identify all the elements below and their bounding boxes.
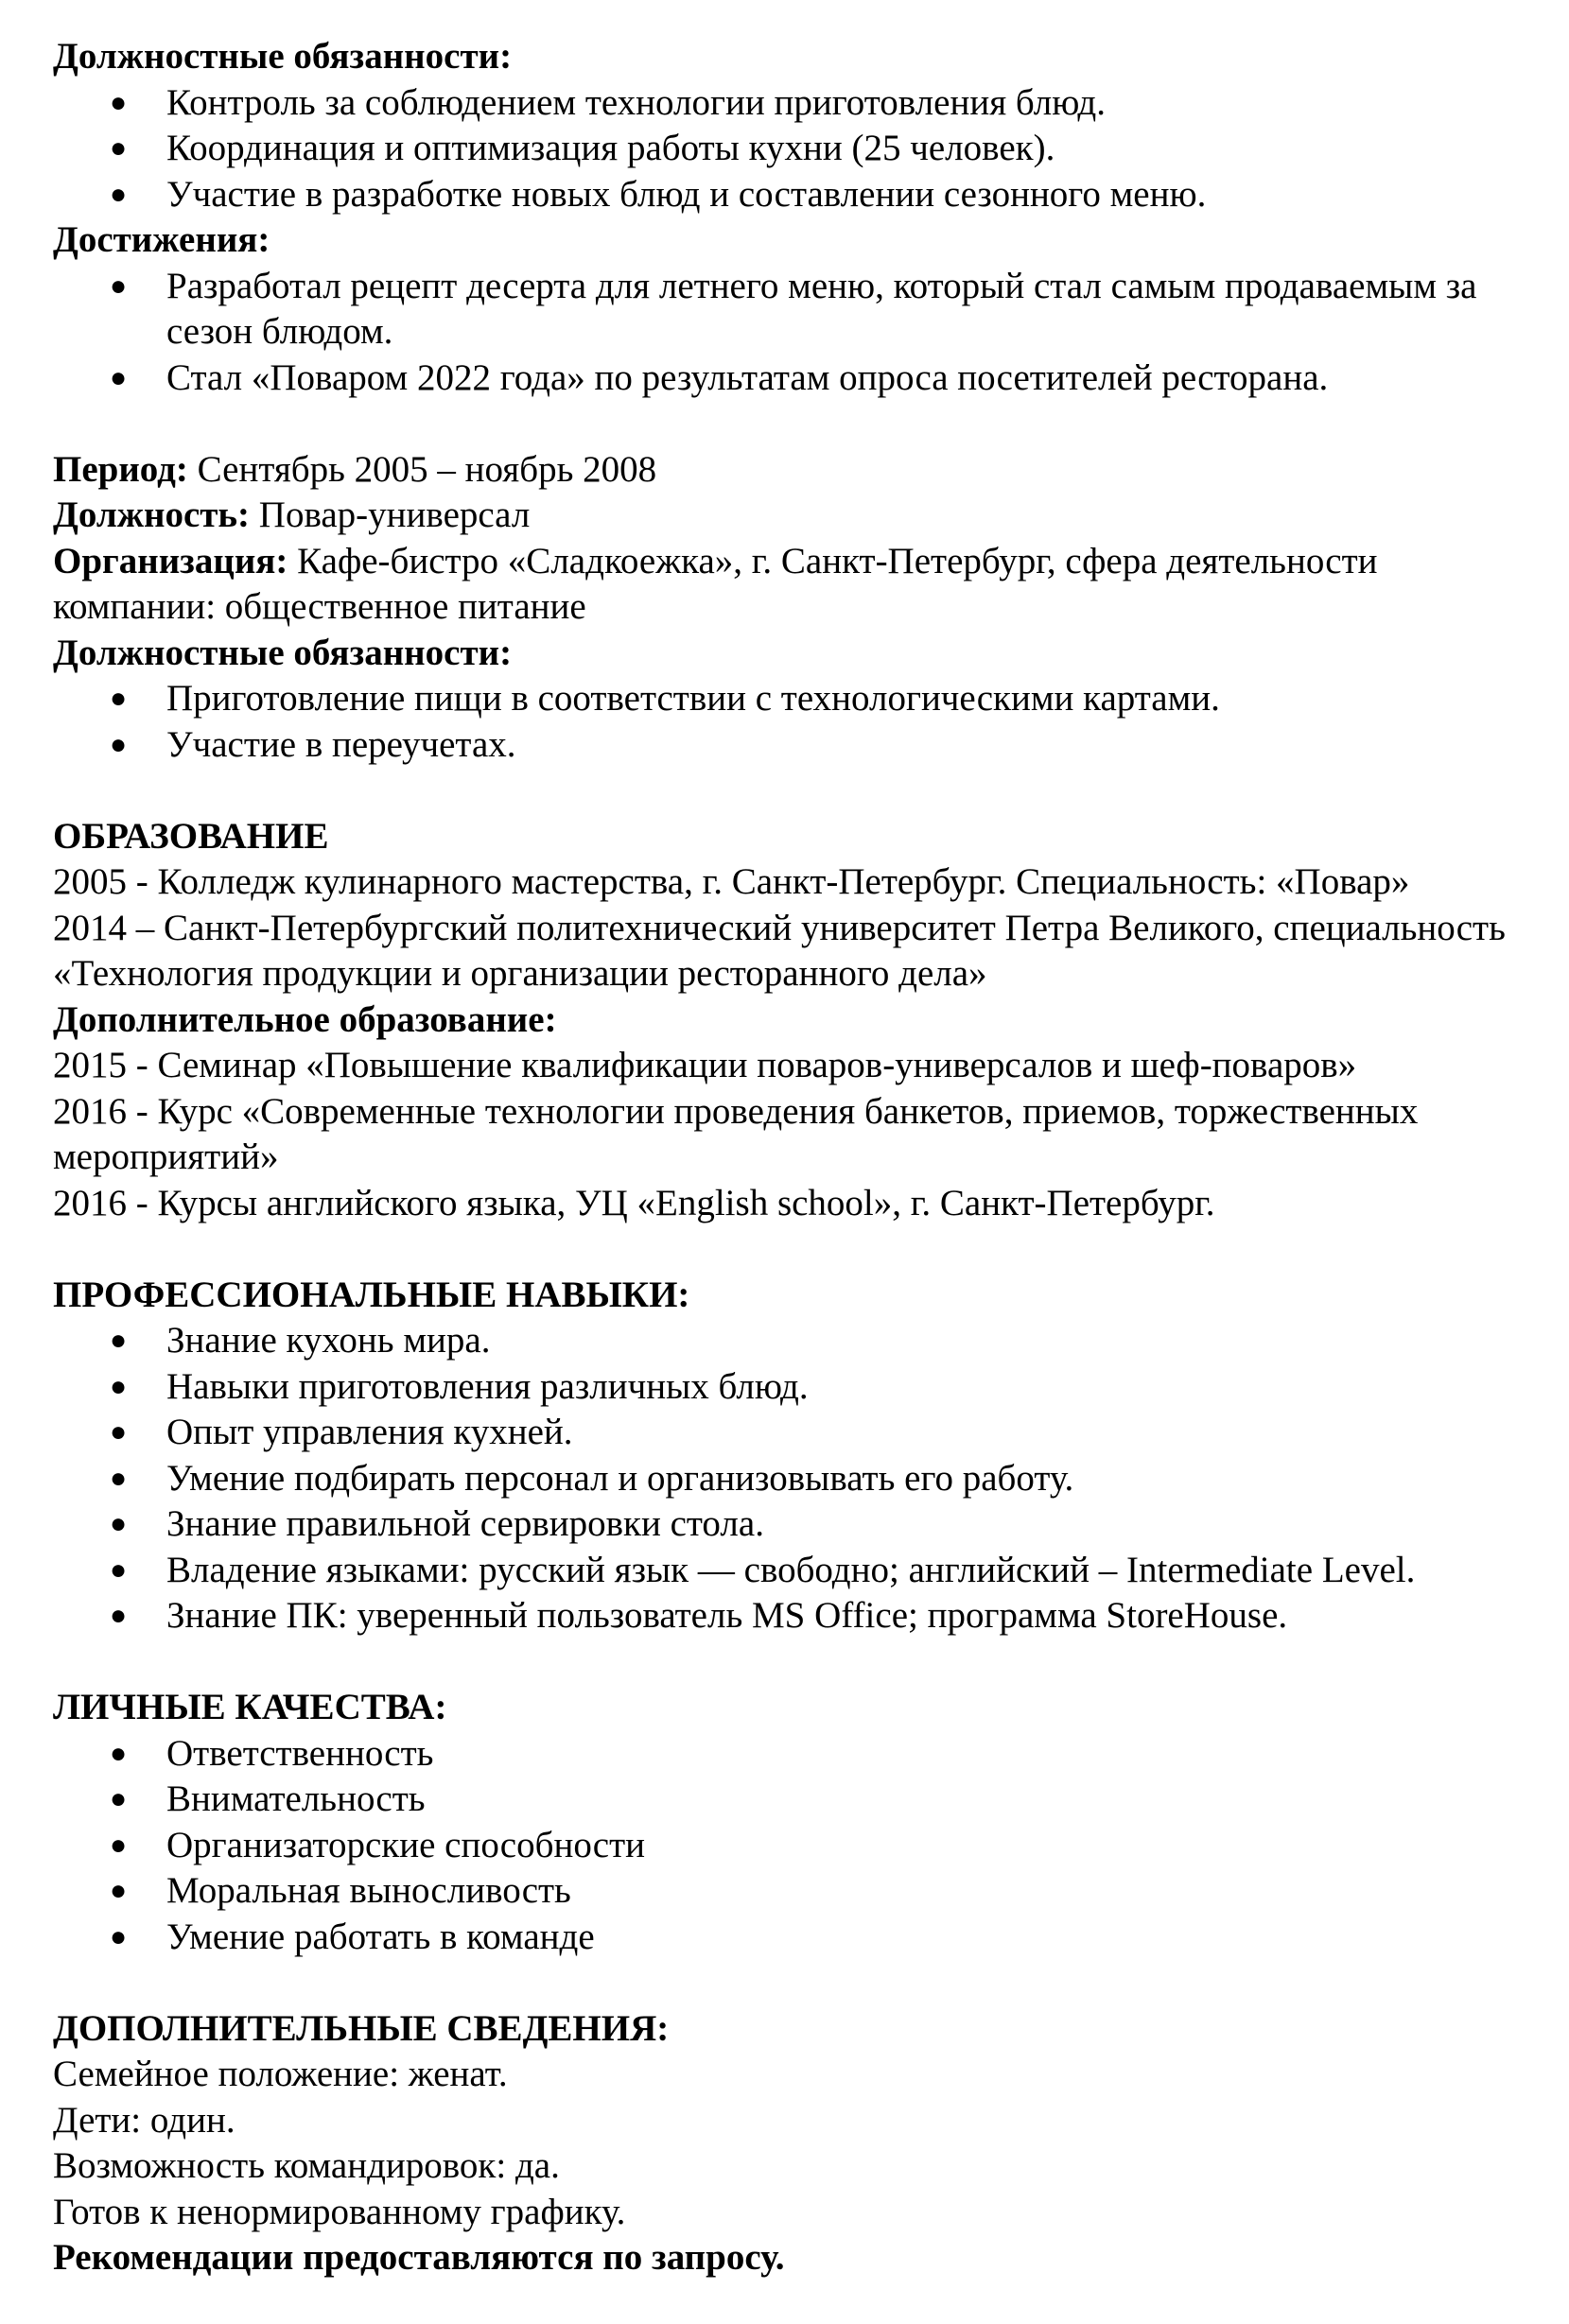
achievements-list — [53, 264, 1547, 402]
extra-education-item: 2016 - Курс «Современные технологии проведения банкетов, приемов, торжественных мероприятий» — [53, 1090, 1419, 1177]
list-item: ● Умение подбирать персонал и организовывать его работу. — [53, 1456, 1547, 1502]
bullet-icon: ● — [110, 1462, 128, 1494]
additional-item: Возможность командировок: да. — [53, 2145, 560, 2186]
bullet-icon: ● — [110, 1829, 128, 1861]
bullet-icon: ● — [110, 1875, 128, 1906]
list-item: ● Участие в разработке новых блюд и составлении сезонного меню. — [53, 172, 1547, 218]
extra-education-item: 2015 - Семинар «Повышение квалификации поваров-универсалов и шеф-поваров» — [53, 1045, 1357, 1085]
additional-item: Дети: один. — [53, 2099, 235, 2141]
list-item: ● Разработал рецепт десерта для летнего меню, который стал самым продаваемым за сезон блюдом. — [110, 265, 1477, 352]
organization-value: Кафе-бистро «Сладкоежка», г. Санкт-Петербург, сфера деятельности компании: общественное питание — [53, 540, 1378, 627]
list-item: ● Контроль за соблюдением технологии приготовления блюд. — [53, 80, 1547, 127]
bullet-icon: ● — [110, 1737, 128, 1769]
list-item: ● Координация и оптимизация работы кухни (25 человек). — [53, 126, 1547, 172]
education-item: 2005 - Колледж кулинарного мастерства, г. Санкт-Петербург. Специальность: «Повар» — [53, 861, 1410, 902]
organization-line — [53, 539, 1547, 631]
duties-heading: Должностные обязанности: — [53, 36, 513, 77]
education-item: 2014 – Санкт-Петербургский политехнический университет Петра Великого, специальность «Технология продукции и организации ресторанного дела» — [53, 907, 1506, 994]
spacer — [53, 1960, 1547, 2006]
bullet-icon: ● — [110, 1600, 128, 1631]
list-item: ● Внимательность — [53, 1777, 1547, 1823]
duties-list — [53, 80, 1547, 218]
qualities-list — [53, 1731, 1547, 1961]
duties-list — [53, 676, 1547, 768]
bullet-icon: ● — [110, 1920, 128, 1952]
resume-page — [53, 34, 1547, 2281]
list-item: ● Умение работать в команде — [53, 1915, 1547, 1961]
list-item: ● Участие в переучетах. — [53, 722, 1547, 769]
bullet-icon: ● — [110, 1370, 128, 1402]
organization-label: Организация: — [53, 540, 288, 581]
position-label: Должность: — [53, 494, 251, 535]
list-item: ● Ответственность — [53, 1731, 1547, 1778]
period-value: Сентябрь 2005 – ноябрь 2008 — [187, 448, 657, 490]
list-item: ● Знание ПК: уверенный пользователь MS Office; программа StoreHouse. — [53, 1593, 1547, 1639]
recommendations-note: Рекомендации предоставляются по запросу. — [53, 2237, 785, 2278]
list-item: ● Знание правильной сервировки стола. — [53, 1501, 1547, 1548]
bullet-icon: ● — [110, 1508, 128, 1539]
bullet-icon: ● — [110, 1553, 128, 1586]
list-item: ● Стал «Поваром 2022 года» по результатам опроса посетителей ресторана. — [53, 356, 1547, 402]
bullet-icon: ● — [110, 1416, 128, 1448]
list-item: ● Опыт управления кухней. — [53, 1410, 1547, 1456]
achievements-heading: Достижения: — [53, 219, 270, 260]
list-item: ● Навыки приготовления различных блюд. — [53, 1364, 1547, 1411]
spacer — [53, 1639, 1547, 1686]
qualities-heading: ЛИЧНЫЕ КАЧЕСТВА: — [53, 1687, 447, 1727]
bullet-icon: ● — [110, 1325, 128, 1356]
skills-heading: ПРОФЕССИОНАЛЬНЫЕ НАВЫКИ: — [53, 1274, 690, 1315]
spacer — [53, 401, 1547, 447]
list-item: ● Владение языками: русский язык — свободно; английский – Intermediate Level. — [53, 1548, 1547, 1594]
bullet-icon: ● — [110, 728, 128, 760]
bullet-icon: ● — [110, 178, 128, 210]
bullet-icon: ● — [110, 361, 128, 393]
list-item: ● Приготовление пищи в соответствии с технологическими картами. — [53, 676, 1547, 722]
position-value: Повар-универсал — [250, 494, 531, 535]
bullet-icon: ● — [110, 1783, 128, 1814]
list-item: ● Знание кухонь мира. — [53, 1318, 1547, 1364]
bullet-icon: ● — [110, 269, 128, 302]
list-item: ● Организаторские способности — [53, 1823, 1547, 1869]
period-label: Период: — [53, 448, 188, 490]
extra-education-heading: Дополнительное образование: — [53, 998, 557, 1040]
duties-heading: Должностные обязанности: — [53, 632, 513, 673]
extra-education-item: 2016 - Курсы английского языка, УЦ «English school», г. Санкт-Петербург. — [53, 1182, 1215, 1223]
skills-list — [53, 1318, 1547, 1639]
bullet-icon: ● — [110, 683, 128, 714]
bullet-icon: ● — [110, 132, 128, 164]
education-heading: ОБРАЗОВАНИЕ — [53, 815, 329, 857]
additional-item: Семейное положение: женат. — [53, 2054, 508, 2094]
period-line — [53, 447, 1547, 494]
bullet-icon: ● — [110, 86, 128, 118]
position-line — [53, 493, 1547, 539]
additional-item: Готов к ненормированному графику. — [53, 2191, 626, 2232]
list-item: ● Моральная выносливость — [53, 1868, 1547, 1915]
additional-heading: ДОПОЛНИТЕЛЬНЫЕ СВЕДЕНИЯ: — [53, 2007, 670, 2049]
spacer — [53, 1226, 1547, 1273]
spacer — [53, 768, 1547, 814]
